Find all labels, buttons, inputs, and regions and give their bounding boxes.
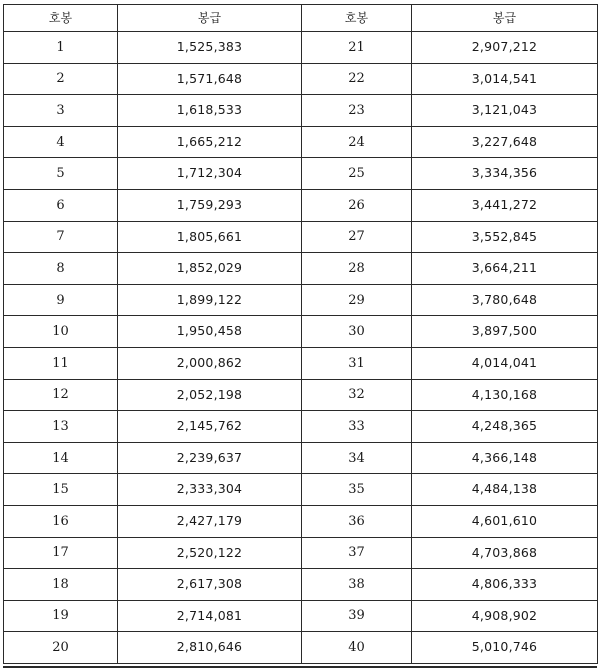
table-row [4,253,598,285]
step-left-cell: 8 [4,253,118,285]
pay-left-cell: 2,810,646 [118,632,302,664]
pay-left-cell: 1,618,533 [118,95,302,127]
pay-right-cell: 3,664,211 [412,253,598,285]
table-row [4,316,598,348]
pay-right-cell: 4,806,333 [412,569,598,601]
pay-left-cell: 1,852,029 [118,253,302,285]
step-right-cell: 30 [302,316,412,348]
header-pay-left: 봉급 [118,5,302,32]
table-row [4,411,598,443]
pay-right-cell: 3,121,043 [412,95,598,127]
table-row [4,347,598,379]
step-left-cell: 13 [4,411,118,443]
step-right-cell: 25 [302,158,412,190]
pay-right-cell: 3,552,845 [412,221,598,253]
step-right-cell: 36 [302,505,412,537]
step-left-cell: 14 [4,442,118,474]
pay-right-cell: 3,780,648 [412,284,598,316]
table-body [4,32,598,664]
step-left-cell: 3 [4,95,118,127]
step-right-cell: 37 [302,537,412,569]
table-row [4,474,598,506]
table-row [4,632,598,664]
pay-right-cell: 4,130,168 [412,379,598,411]
step-right-cell: 29 [302,284,412,316]
table-row [4,379,598,411]
step-right-cell: 22 [302,63,412,95]
table-row [4,505,598,537]
step-left-cell: 4 [4,126,118,158]
step-left-cell: 7 [4,221,118,253]
table-row [4,284,598,316]
step-left-cell: 5 [4,158,118,190]
step-right-cell: 31 [302,347,412,379]
step-left-cell: 19 [4,600,118,632]
step-right-cell: 21 [302,32,412,64]
table-row [4,600,598,632]
header-pay-right: 봉급 [412,5,598,32]
pay-left-cell: 1,712,304 [118,158,302,190]
pay-right-cell: 4,484,138 [412,474,598,506]
table-row [4,95,598,127]
step-right-cell: 35 [302,474,412,506]
pay-right-cell: 2,907,212 [412,32,598,64]
bottom-rule [3,666,597,668]
pay-left-cell: 2,052,198 [118,379,302,411]
step-right-cell: 32 [302,379,412,411]
pay-right-cell: 5,010,746 [412,632,598,664]
pay-left-cell: 2,333,304 [118,474,302,506]
step-left-cell: 20 [4,632,118,664]
table-row [4,221,598,253]
pay-right-cell: 4,014,041 [412,347,598,379]
pay-right-cell: 3,014,541 [412,63,598,95]
step-right-cell: 23 [302,95,412,127]
pay-right-cell: 4,366,148 [412,442,598,474]
step-left-cell: 15 [4,474,118,506]
step-left-cell: 10 [4,316,118,348]
header-row [4,5,598,32]
pay-left-cell: 1,759,293 [118,189,302,221]
salary-step-table [3,4,598,664]
table-row [4,189,598,221]
pay-left-cell: 1,571,648 [118,63,302,95]
step-left-cell: 2 [4,63,118,95]
pay-left-cell: 2,000,862 [118,347,302,379]
header-step-left: 호봉 [4,5,118,32]
pay-right-cell: 4,248,365 [412,411,598,443]
header-step-right: 호봉 [302,5,412,32]
pay-right-cell: 3,441,272 [412,189,598,221]
step-right-cell: 28 [302,253,412,285]
pay-left-cell: 2,145,762 [118,411,302,443]
pay-left-cell: 2,714,081 [118,600,302,632]
table-row [4,32,598,64]
pay-left-cell: 1,899,122 [118,284,302,316]
table-row [4,442,598,474]
pay-right-cell: 4,601,610 [412,505,598,537]
step-left-cell: 9 [4,284,118,316]
pay-left-cell: 1,665,212 [118,126,302,158]
step-left-cell: 12 [4,379,118,411]
step-left-cell: 6 [4,189,118,221]
pay-left-cell: 2,617,308 [118,569,302,601]
pay-left-cell: 1,525,383 [118,32,302,64]
step-right-cell: 26 [302,189,412,221]
table-row [4,569,598,601]
step-right-cell: 40 [302,632,412,664]
step-left-cell: 16 [4,505,118,537]
pay-right-cell: 3,897,500 [412,316,598,348]
step-left-cell: 18 [4,569,118,601]
pay-right-cell: 3,227,648 [412,126,598,158]
pay-left-cell: 2,427,179 [118,505,302,537]
pay-left-cell: 2,239,637 [118,442,302,474]
pay-right-cell: 3,334,356 [412,158,598,190]
table-row [4,126,598,158]
pay-left-cell: 1,805,661 [118,221,302,253]
table-row [4,537,598,569]
step-right-cell: 39 [302,600,412,632]
pay-left-cell: 1,950,458 [118,316,302,348]
step-right-cell: 27 [302,221,412,253]
step-left-cell: 17 [4,537,118,569]
step-right-cell: 24 [302,126,412,158]
step-right-cell: 38 [302,569,412,601]
table-row [4,63,598,95]
step-left-cell: 1 [4,32,118,64]
step-right-cell: 33 [302,411,412,443]
pay-right-cell: 4,908,902 [412,600,598,632]
pay-right-cell: 4,703,868 [412,537,598,569]
step-right-cell: 34 [302,442,412,474]
table-row [4,158,598,190]
step-left-cell: 11 [4,347,118,379]
pay-left-cell: 2,520,122 [118,537,302,569]
